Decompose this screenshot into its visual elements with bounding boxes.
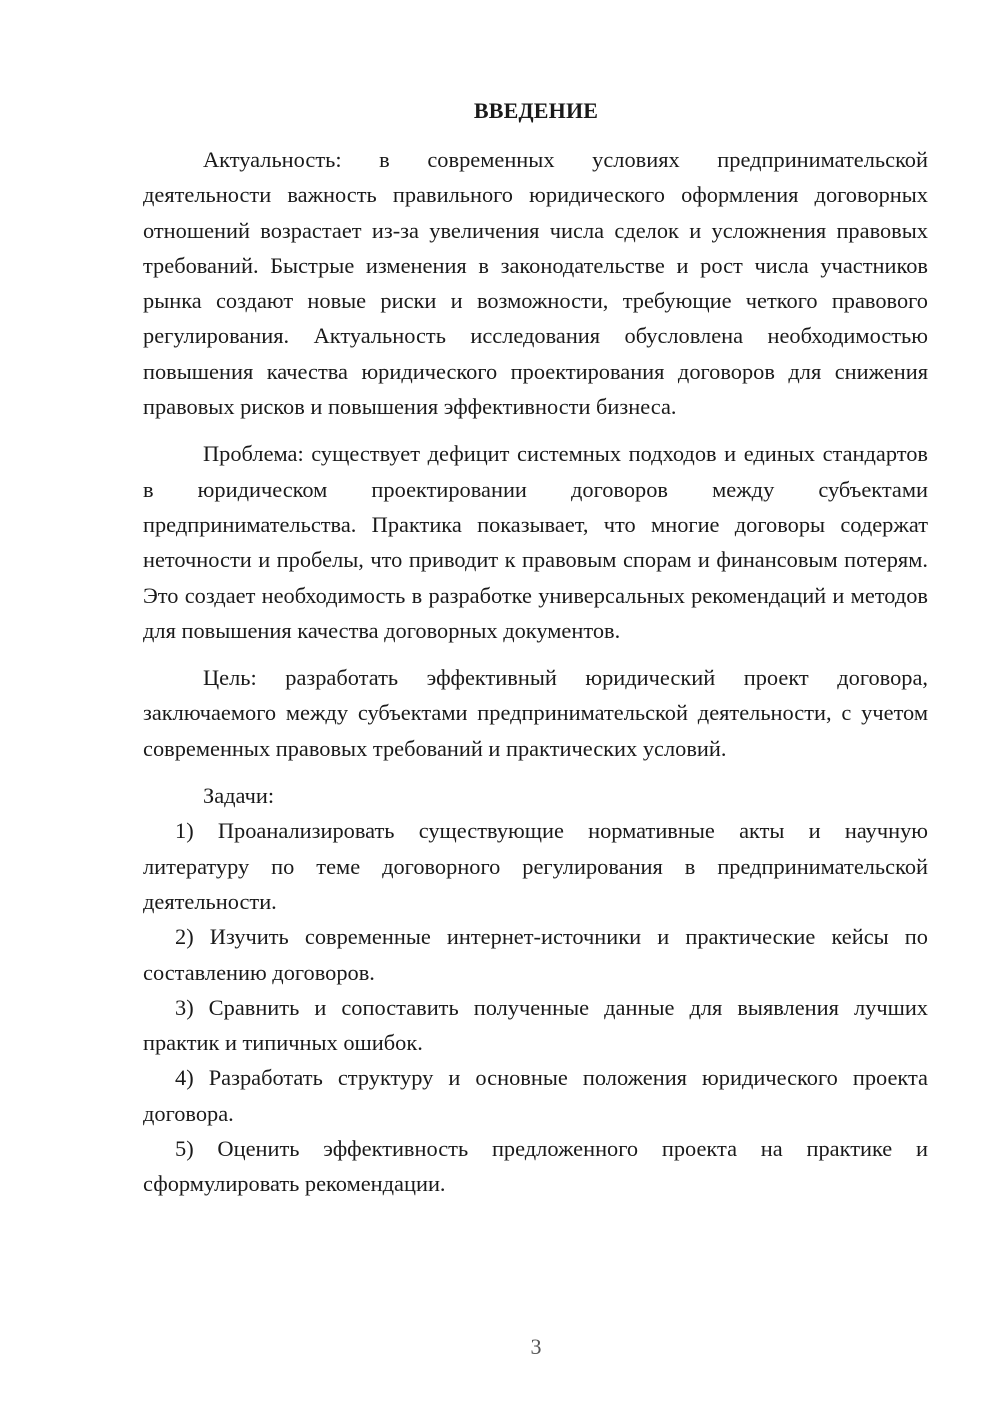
document-body	[143, 142, 928, 1202]
list-item: 2) Изучить современные интернет-источники и практические кейсы по составлению договоров.	[143, 924, 928, 985]
list-item: 5) Оценить эффективность предложенного проекта на практике и сформулировать рекомендации.	[143, 1136, 928, 1197]
list-item: 3) Сравнить и сопоставить полученные данные для выявления лучших практик и типичных ошибок.	[143, 994, 928, 1056]
paragraph-relevance: Актуальность: в современных условиях предпринимательской деятельности важность правильного юридического оформления договорных отношений возрастает из-за увеличения числа сделок и усложнения правовых требований. Быстрые изменения в законодательстве и рост числа участников рынка создают новые риски и возможности, требующие четкого правового регулирования. Актуальность исследования обусловлена необходимостью повышения качества юридического проектирования договоров для снижения правовых рисков и повышения эффективности бизнеса.	[143, 147, 928, 420]
task-list	[143, 813, 928, 1201]
list-item: 4) Разработать структуру и основные положения юридического проекта договора.	[143, 1065, 928, 1126]
section-title: ВВЕДЕНИЕ	[473, 98, 599, 123]
list-item: 1) Проанализировать существующие нормативные акты и научную литературу по теме договорного регулирования в предпринимательской деятельности.	[143, 818, 928, 914]
paragraph-problem: Проблема: существует дефицит системных подходов и единых стандартов в юридическом проектировании договоров между субъектами предпринимательства. Практика показывает, что многие договоры содержат неточности и пробелы, что приводит к правовым спорам и финансовым потерям. Это создает необходимость в разработке универсальных рекомендаций и методов для повышения качества договорных документов.	[143, 441, 928, 643]
page-number: 3	[530, 1334, 542, 1359]
paragraph-goal: Цель: разработать эффективный юридический проект договора, заключаемого между субъектами предпринимательской деятельности, с учетом современных правовых требований и практических условий.	[143, 665, 928, 761]
paragraph-tasks-heading: Задачи:	[203, 783, 275, 809]
